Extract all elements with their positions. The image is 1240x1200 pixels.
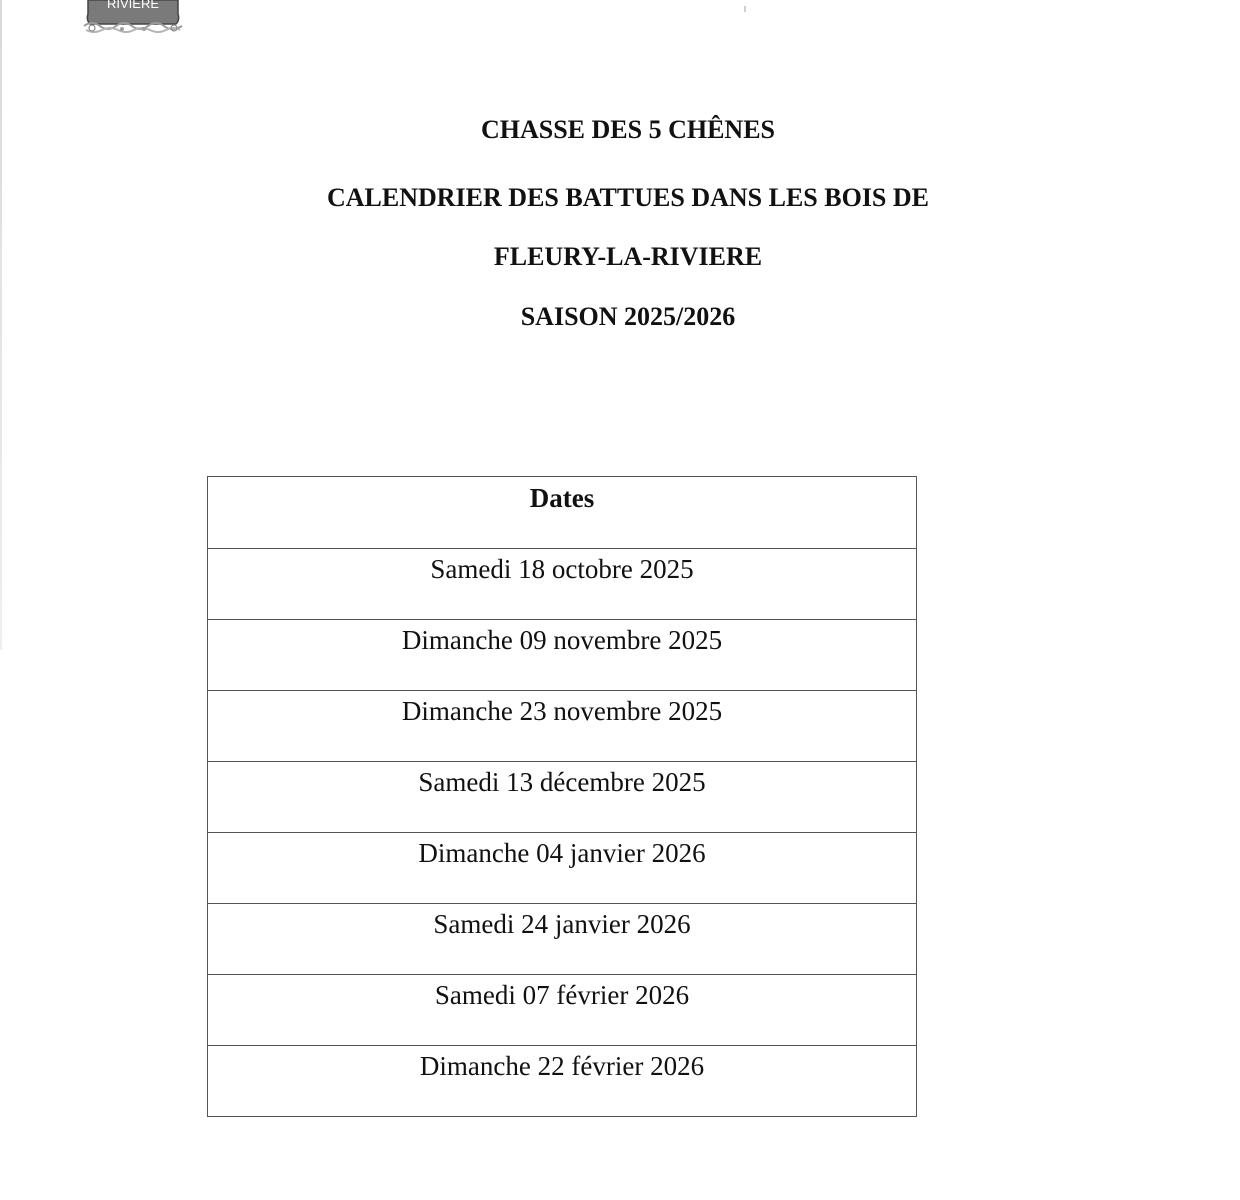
table-row <box>208 691 917 762</box>
date-value: Samedi 13 décembre 2025 <box>418 767 706 797</box>
date-value: Samedi 18 octobre 2025 <box>430 554 694 584</box>
svg-text:RIVIERE: RIVIERE <box>106 0 160 11</box>
club-title: CHASSE DES 5 CHÊNES <box>480 115 776 144</box>
date-cell <box>208 833 917 904</box>
date-value: Dimanche 23 novembre 2025 <box>401 696 723 726</box>
scan-artifact <box>744 6 746 12</box>
date-cell <box>208 1046 917 1117</box>
dates-table <box>207 476 917 1117</box>
date-cell <box>208 549 917 620</box>
table-row <box>208 1046 917 1117</box>
table-row <box>208 762 917 833</box>
table-row <box>208 549 917 620</box>
table-row <box>208 904 917 975</box>
date-cell <box>208 975 917 1046</box>
location-title: FLEURY-LA-RIVIERE <box>493 242 763 271</box>
date-value: Dimanche 22 février 2026 <box>419 1051 705 1081</box>
date-cell <box>208 691 917 762</box>
table-row <box>208 833 917 904</box>
table-row <box>208 975 917 1046</box>
date-value: Samedi 07 février 2026 <box>434 980 690 1010</box>
date-value: Samedi 24 janvier 2026 <box>433 909 691 939</box>
date-cell <box>208 904 917 975</box>
date-cell <box>208 762 917 833</box>
date-value: Dimanche 04 janvier 2026 <box>418 838 706 868</box>
date-value: Dimanche 09 novembre 2025 <box>401 625 723 655</box>
calendar-title: CALENDRIER DES BATTUES DANS LES BOIS DE <box>326 183 930 212</box>
table-row <box>208 620 917 691</box>
dates-header-label: Dates <box>529 483 595 513</box>
season-title: SAISON 2025/2026 <box>520 302 736 331</box>
village-sign-logo-icon <box>82 0 184 36</box>
dates-column-header <box>208 477 917 549</box>
date-cell <box>208 620 917 691</box>
table-header-row <box>208 477 917 549</box>
